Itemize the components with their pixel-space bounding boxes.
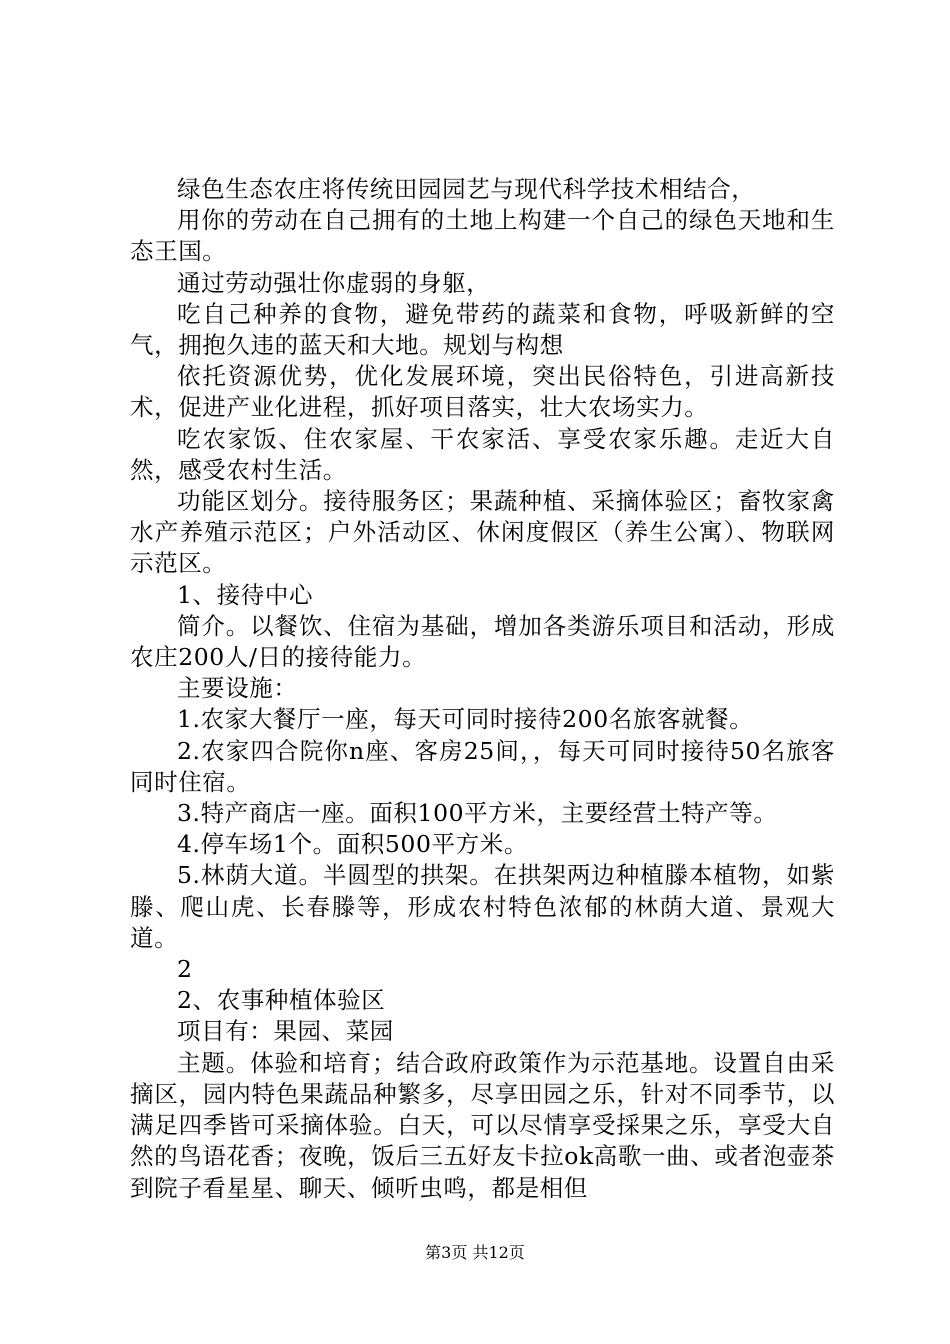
paragraph-labor-land: 用你的劳动在自己拥有的土地上构建一个自己的绿色天地和生态王国。 [130, 206, 835, 266]
list-item-restaurant: 1.农家大餐厅一座，每天可同时接待200名旅客就餐。 [177, 705, 754, 734]
paragraph-theme: 主题。体验和培育；结合政府政策作为示范基地。设置自由采摘区，园内特色果蔬品种繁多，尽享田园之乐，针对不同季节，以满足四季皆可采摘体验。白天，可以尽情享受採果之乐，享受大自然的鸟语花香；夜晚，饭后三五好友卡拉ok高歌一曲、或者泡壶茶到院子看星星、聊天、倾听虫鸣，都是相但 [130, 1048, 835, 1202]
paragraph-farm-life: 吃农家饭、住农家屋、干农家活、享受农家乐趣。走近大自然，感受农村生活。 [130, 424, 835, 484]
list-item-courtyard: 2.农家四合院你n座、客房25间，，每天可同时接待50名旅客同时住宿。 [130, 736, 835, 796]
paragraph-resources: 依托资源优势，优化发展环境，突出民俗特色，引进高新技术，促进产业化进程，抓好项目落实，壮大农场实力。 [130, 362, 835, 422]
paragraph-projects: 项目有：果园、菜园 [177, 1017, 394, 1046]
document-body [130, 174, 835, 1204]
paragraph-food-air: 吃自己种养的食物，避免带药的蔬菜和食物，呼吸新鲜的空气，拥抱久违的蓝天和大地。规划与构想 [130, 299, 835, 360]
paragraph-labor-body: 通过劳动强壮你虚弱的身躯， [177, 268, 491, 297]
heading-main-facilities: 主要设施： [177, 674, 298, 703]
list-item-avenue: 5.林荫大道。半圆型的拱架。在拱架两边种植滕本植物，如紫滕、爬山虎、长春滕等，形成农村特色浓郁的林荫大道、景观大道。 [130, 861, 835, 952]
page-footer: 第3页 共12页 [425, 1243, 525, 1262]
list-item-parking: 4.停车场1个。面积500平方米。 [177, 830, 528, 859]
stray-number: 2 [177, 955, 193, 984]
paragraph-intro: 绿色生态农庄将传统田园园艺与现代科学技术相结合， [177, 175, 756, 203]
paragraph-reception-intro: 简介。以餐饮、住宿为基础，增加各类游乐项目和活动，形成农庄200人/日的接待能力。 [130, 611, 835, 672]
list-item-shop: 3.特产商店一座。面积100平方米，主要经营土特产等。 [177, 799, 778, 828]
heading-planting-area: 2、农事种植体验区 [177, 986, 386, 1015]
paragraph-function-zones: 功能区划分。接待服务区；果蔬种植、采摘体验区；畜牧家禽水产养殖示范区；户外活动区、休闲度假区（养生公寓）、物联网示范区。 [130, 487, 835, 578]
heading-reception-center: 1、接待中心 [177, 580, 314, 609]
